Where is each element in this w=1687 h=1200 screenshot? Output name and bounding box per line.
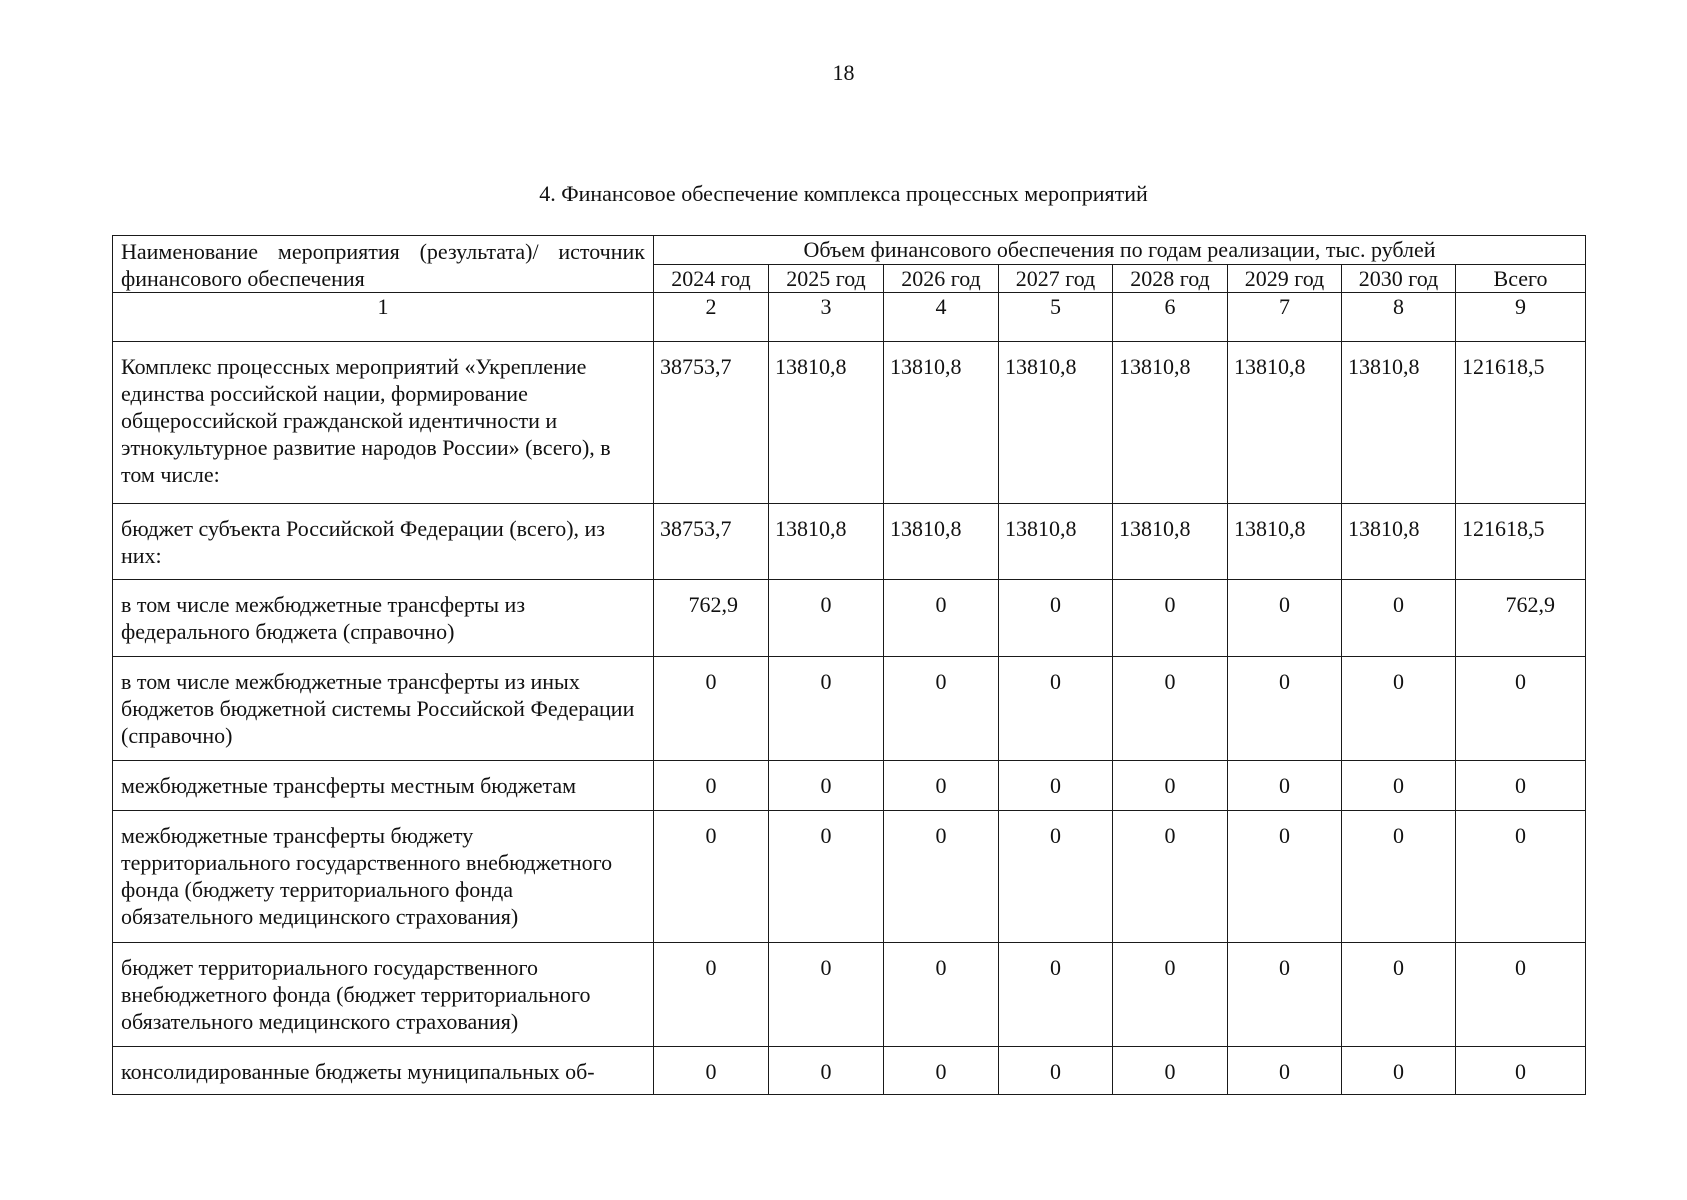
row-value: 13810,8 bbox=[1342, 342, 1456, 504]
column-number: 7 bbox=[1228, 293, 1342, 342]
row-value: 13810,8 bbox=[1228, 342, 1342, 504]
column-numbers-row bbox=[113, 293, 1586, 342]
row-value: 0 bbox=[1342, 1047, 1456, 1095]
row-value: 0 bbox=[654, 1047, 769, 1095]
page-number: 18 bbox=[832, 60, 855, 85]
row-value: 0 bbox=[1342, 811, 1456, 943]
row-value: 0 bbox=[999, 1047, 1113, 1095]
table-row bbox=[113, 943, 1586, 1047]
header-year: 2024 год bbox=[654, 264, 769, 293]
row-name: консолидированные бюджеты муниципальных об- bbox=[113, 1047, 654, 1095]
row-value: 0 bbox=[769, 657, 884, 761]
row-value: 0 bbox=[884, 811, 999, 943]
row-value: 0 bbox=[999, 943, 1113, 1047]
row-value: 0 bbox=[884, 1047, 999, 1095]
row-value: 0 bbox=[1113, 811, 1228, 943]
row-value: 0 bbox=[1342, 580, 1456, 657]
row-value: 0 bbox=[1113, 657, 1228, 761]
column-number: 2 bbox=[654, 293, 769, 342]
row-value-total: 121618,5 bbox=[1456, 342, 1586, 504]
header-year: 2027 год bbox=[999, 264, 1113, 293]
row-value-total: 0 bbox=[1456, 943, 1586, 1047]
header-year: 2028 год bbox=[1113, 264, 1228, 293]
row-value: 0 bbox=[1113, 1047, 1228, 1095]
row-value: 0 bbox=[654, 811, 769, 943]
row-value: 13810,8 bbox=[999, 342, 1113, 504]
header-name-cell: Наименование мероприятия (результата)/ источник финансового обеспечения bbox=[113, 236, 654, 293]
row-name: бюджет территориального государственного внебюджетного фонда (бюджет территориального обязательного медицинского страхования) bbox=[113, 943, 654, 1047]
row-value: 0 bbox=[1342, 943, 1456, 1047]
column-number: 4 bbox=[884, 293, 999, 342]
row-value: 762,9 bbox=[654, 580, 769, 657]
column-number: 9 bbox=[1456, 293, 1586, 342]
row-value: 0 bbox=[999, 580, 1113, 657]
table-row bbox=[113, 811, 1586, 943]
row-name: межбюджетные трансферты бюджету территориального государственного внебюджетного фонда (бюджету территориального фонда обязательного медицинского страхования) bbox=[113, 811, 654, 943]
row-value: 0 bbox=[999, 657, 1113, 761]
column-number: 3 bbox=[769, 293, 884, 342]
row-value-total: 0 bbox=[1456, 1047, 1586, 1095]
row-value-total: 0 bbox=[1456, 761, 1586, 811]
table-row bbox=[113, 580, 1586, 657]
row-value: 13810,8 bbox=[769, 504, 884, 580]
header-year: 2026 год bbox=[884, 264, 999, 293]
header-group-cell: Объем финансового обеспечения по годам реализации, тыс. рублей bbox=[654, 236, 1586, 265]
row-name: бюджет субъекта Российской Федерации (всего), из них: bbox=[113, 504, 654, 580]
row-value: 0 bbox=[1228, 1047, 1342, 1095]
row-value: 0 bbox=[884, 761, 999, 811]
row-value-total: 121618,5 bbox=[1456, 504, 1586, 580]
row-value: 13810,8 bbox=[884, 342, 999, 504]
table-row bbox=[113, 504, 1586, 580]
row-value: 0 bbox=[1228, 811, 1342, 943]
row-name: в том числе межбюджетные трансферты из иных бюджетов бюджетной системы Российской Федерации (справочно) bbox=[113, 657, 654, 761]
row-value: 13810,8 bbox=[884, 504, 999, 580]
row-name: Комплекс процессных мероприятий «Укрепление единства российской нации, формирование общероссийской гражданской идентичности и этнокультурное развитие народов России» (всего), в том числе: bbox=[113, 342, 654, 504]
row-value: 0 bbox=[1113, 761, 1228, 811]
row-value: 0 bbox=[1113, 580, 1228, 657]
row-value: 0 bbox=[769, 811, 884, 943]
row-name: в том числе межбюджетные трансферты из федерального бюджета (справочно) bbox=[113, 580, 654, 657]
row-value: 0 bbox=[1342, 657, 1456, 761]
row-value-total: 0 bbox=[1456, 811, 1586, 943]
row-value: 0 bbox=[884, 657, 999, 761]
row-value: 13810,8 bbox=[999, 504, 1113, 580]
row-value: 0 bbox=[884, 943, 999, 1047]
row-value: 13810,8 bbox=[1228, 504, 1342, 580]
header-year: 2029 год bbox=[1228, 264, 1342, 293]
column-number: 6 bbox=[1113, 293, 1228, 342]
row-value-total: 0 bbox=[1456, 657, 1586, 761]
row-value-total: 762,9 bbox=[1456, 580, 1586, 657]
financing-table bbox=[112, 235, 1586, 1095]
header-row-group bbox=[113, 236, 1586, 265]
column-number: 1 bbox=[113, 293, 654, 342]
row-value: 0 bbox=[884, 580, 999, 657]
row-value: 38753,7 bbox=[654, 504, 769, 580]
row-value: 0 bbox=[1228, 943, 1342, 1047]
table-row bbox=[113, 657, 1586, 761]
row-value: 0 bbox=[1228, 657, 1342, 761]
row-value: 13810,8 bbox=[1113, 342, 1228, 504]
row-name: межбюджетные трансферты местным бюджетам bbox=[113, 761, 654, 811]
row-value: 0 bbox=[999, 761, 1113, 811]
row-value: 0 bbox=[769, 761, 884, 811]
table-row bbox=[113, 1047, 1586, 1095]
table-row bbox=[113, 761, 1586, 811]
row-value: 38753,7 bbox=[654, 342, 769, 504]
row-value: 13810,8 bbox=[1113, 504, 1228, 580]
row-value: 13810,8 bbox=[769, 342, 884, 504]
row-value: 0 bbox=[1228, 761, 1342, 811]
header-year: 2030 год bbox=[1342, 264, 1456, 293]
row-value: 0 bbox=[769, 580, 884, 657]
row-value: 0 bbox=[654, 657, 769, 761]
table-row bbox=[113, 342, 1586, 504]
row-value: 0 bbox=[654, 943, 769, 1047]
row-value: 0 bbox=[999, 811, 1113, 943]
column-number: 8 bbox=[1342, 293, 1456, 342]
row-value: 0 bbox=[1228, 580, 1342, 657]
column-number: 5 bbox=[999, 293, 1113, 342]
row-value: 0 bbox=[1113, 943, 1228, 1047]
row-value: 0 bbox=[769, 943, 884, 1047]
section-title: 4. Финансовое обеспечение комплекса процессных мероприятий bbox=[539, 181, 1148, 206]
header-year-total: Всего bbox=[1456, 264, 1586, 293]
row-value: 0 bbox=[769, 1047, 884, 1095]
row-value: 0 bbox=[654, 761, 769, 811]
row-value: 0 bbox=[1342, 761, 1456, 811]
header-year: 2025 год bbox=[769, 264, 884, 293]
row-value: 13810,8 bbox=[1342, 504, 1456, 580]
